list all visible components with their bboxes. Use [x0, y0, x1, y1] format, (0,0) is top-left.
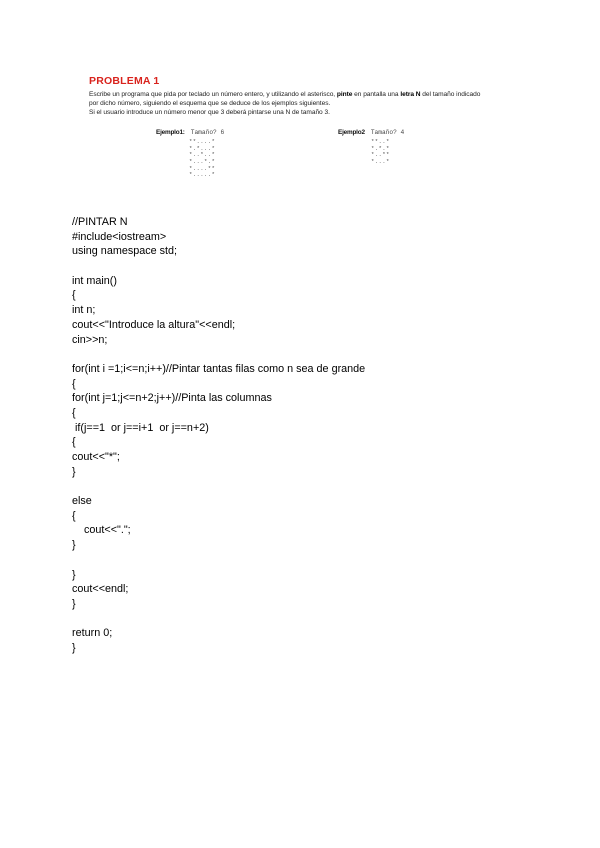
code-line: cin>>n;: [72, 333, 108, 346]
code-line: int main(): [72, 274, 117, 287]
example-label: Ejemplo2: [338, 129, 365, 136]
problem-keyword-pinte: pinte: [336, 91, 353, 98]
example-label: Ejemplo1:: [156, 129, 185, 136]
code-listing: [72, 215, 365, 656]
code-line: return 0;: [72, 627, 113, 640]
example-prompt: Tamaño? 6: [190, 129, 225, 136]
code-line: [72, 347, 365, 362]
code-line: #include<iostream>: [72, 230, 167, 243]
code-line: if(j==1 or j==i+1 or j==n+2): [72, 421, 209, 434]
code-line: cout<<".";: [72, 524, 131, 537]
code-line: {: [72, 289, 76, 302]
code-line: [72, 553, 365, 568]
code-line: {: [72, 406, 76, 419]
code-line: }: [72, 539, 76, 552]
code-line: }: [72, 568, 76, 581]
code-line: {: [72, 377, 76, 390]
problem-text-part: del tamaño indicado: [420, 91, 481, 98]
problem-text-part: en pantalla una: [352, 91, 401, 98]
code-line: cout<<"*";: [72, 451, 120, 463]
problem-description: [89, 90, 529, 118]
code-line: cout<<"Introduce la altura"<<endl;: [72, 318, 236, 331]
example-2: [338, 129, 404, 166]
example-output: **....* *.*...* *..*..* *...*.* *....** *.....*: [189, 138, 216, 179]
code-line: [72, 612, 365, 627]
example-output: **..* *.*.* *..** *...*: [371, 138, 390, 165]
code-line: for(int j=1;j<=n+2;j++)//Pinta las columnas: [72, 392, 272, 405]
code-line: }: [72, 641, 76, 654]
code-line: [72, 479, 365, 494]
code-line: {: [72, 436, 76, 449]
code-line: }: [72, 597, 76, 610]
code-line: using namespace std;: [72, 245, 178, 258]
code-line: }: [72, 465, 76, 478]
problem-text-line: Si el usuario introduce un número menor que 3 deberá pintarse una N de tamaño 3.: [89, 109, 330, 117]
code-line: [72, 259, 365, 274]
example-1: [156, 129, 224, 179]
problem-text-line: por dicho número, siguiendo el esquema que se deduce de los ejemplos siguientes.: [89, 100, 331, 108]
code-line: int n;: [72, 304, 96, 317]
example-prompt: Tamaño? 4: [370, 129, 405, 136]
problem-statement: [89, 75, 529, 118]
problem-text-part: Escribe un programa que pida por teclado un número entero, y utilizando el asterisco,: [89, 91, 337, 98]
code-line: //PINTAR N: [72, 216, 128, 228]
code-line: {: [72, 509, 76, 522]
code-line: for(int i =1;i<=n;i++)//Pintar tantas filas como n sea de grande: [72, 362, 366, 375]
code-line: else: [72, 495, 92, 508]
problem-keyword-letra-n: letra N: [400, 91, 421, 98]
problem-title: PROBLEMA 1: [89, 75, 160, 87]
code-line: cout<<endl;: [72, 583, 129, 596]
